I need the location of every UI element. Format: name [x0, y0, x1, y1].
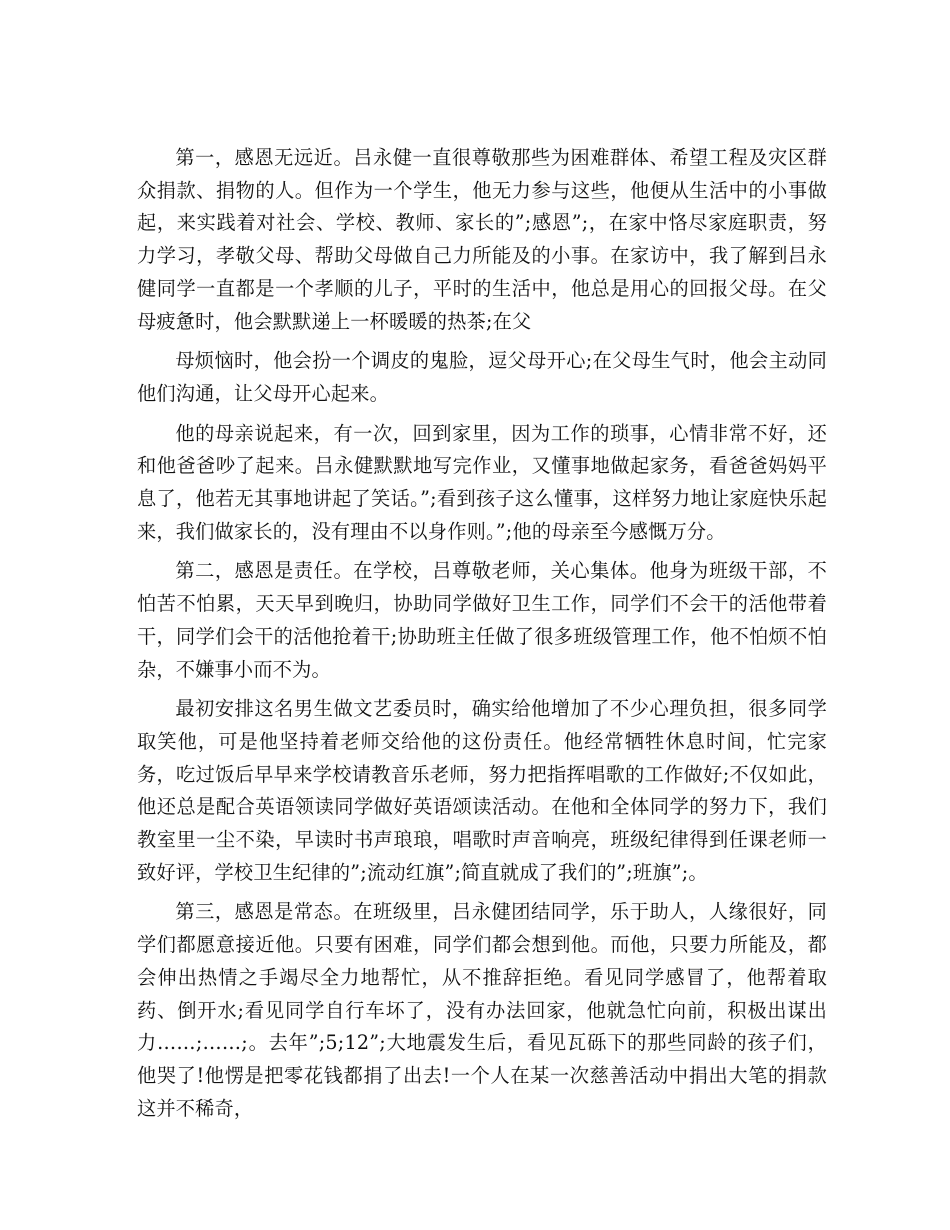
- document-body: [137, 142, 827, 1132]
- paragraph-gratitude-responsibility: 第二，感恩是责任。在学校，吕尊敬老师，关心集体。他身为班级干部，不怕苦不怕累，天天早到晚归，协助同学做好卫生工作，同学们不会干的活他带着干，同学们会干的活他抢着干;协助班主任做了很多班级管理工作，他不怕烦不怕杂，不嫌事小而不为。: [137, 559, 827, 681]
- paragraph-parents-worry: 母烦恼时，他会扮一个调皮的鬼脸，逗父母开心;在父母生气时，他会主动同他们沟通，让父母开心起来。: [137, 349, 827, 405]
- paragraph-gratitude-normal: 第三，感恩是常态。在班级里，吕永健团结同学，乐于助人，人缘很好，同学们都愿意接近他。只要有困难，同学们都会想到他。而他，只要力所能及，都会伸出热情之手竭尽全力地帮忙，从不推辞拒绝。看见同学感冒了，他帮着取药、倒开水;看见同学自行车坏了，没有办法回家，他就急忙向前，积极出谋出力……;……;。去年”;5;12”;大地震发生后，看见瓦砾下的那些同龄的孩子们，他哭了!他愣是把零花钱都捐了出去!一个人在某一次慈善活动中捐出大笔的捐款这并不稀奇，: [137, 900, 827, 1120]
- paragraph-gratitude-first: 第一，感恩无远近。吕永健一直很尊敬那些为困难群体、希望工程及灾区群众捐款、捐物的人。但作为一个学生，他无力参与这些，他便从生活中的小事做起，来实践着对社会、学校、教师、家长的”;感恩”;，在家中恪尽家庭职责，努力学习，孝敬父母、帮助父母做自己力所能及的小事。在家访中，我了解到吕永健同学一直都是一个孝顺的儿子，平时的生活中，他总是用心的回报父母。在父母疲惫时，他会默默递上一杯暖暖的热茶;在父: [137, 146, 827, 333]
- paragraph-arts-committee: 最初安排这名男生做文艺委员时，确实给他增加了不少心理负担，很多同学取笑他，可是他坚持着老师交给他的这份责任。他经常牺牲休息时间，忙完家务，吃过饭后早早来学校请教音乐老师，努力把指挥唱歌的工作做好;不仅如此，他还总是配合英语领读同学做好英语颂读活动。在他和全体同学的努力下，我们教室里一尘不染，早读时书声琅琅，唱歌时声音响亮，班级纪律得到任课老师一致好评，学校卫生纪律的”;流动红旗”;简直就成了我们的”;班旗”;。: [137, 697, 827, 884]
- paragraph-mother-story: 他的母亲说起来，有一次，回到家里，因为工作的琐事，心情非常不好，还和他爸爸吵了起来。吕永健默默地写完作业，又懂事地做起家务，看爸爸妈妈平息了，他若无其事地讲起了笑话。”;看到孩子这么懂事，这样努力地让家庭快乐起来，我们做家长的，没有理由不以身作则。”;他的母亲至今感慨万分。: [137, 421, 827, 543]
